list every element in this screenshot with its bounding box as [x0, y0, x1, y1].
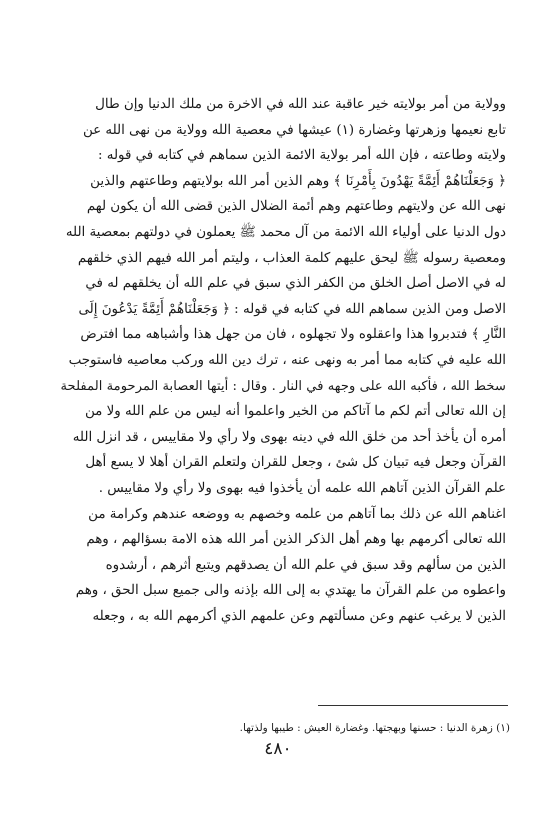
text-line: له في الاصل أصل الخلق من الكفر الذي سبق في علم الله أن يخلقهم له في: [85, 276, 506, 292]
text-line: الذين لا يرغب عنهم وعن مسألتهم وعن علمهم الذي أكرمهم الله به ، وجعله: [92, 608, 506, 624]
text-line: الله تعالى أكرمهم بها وهم أهل الذكر الذين أمر الله هذه الامة بسؤالهم ، وهم: [86, 532, 506, 548]
text-line: أمره أن يأخذ أحد من خلق الله في دينه بهوى ولا رأي ولا مقاييس ، قد انزل الله: [72, 429, 506, 445]
footnote: (١) زهرة الدنيا : حسنها وبهجتها. وغضارة العيش : طيبها ولذتها.: [239, 722, 510, 734]
main-text: [58, 92, 506, 629]
text-line: ولايته وطاعته ، فإن الله أمر بولاية الائمة الذين سماهم في كتابه في قوله :: [98, 148, 506, 164]
text-line: ﴿ وَجَعَلْنَاهُمْ أَئِمَّةً يَهْدُونَ بِأَمْرِنَا ﴾ وهم الذين أمر الله بولايتهم وطاعتهم والذين: [90, 173, 506, 189]
text-line: نهى الله عن ولايتهم وطاعتهم وهم أئمة الضلال الذين قضى الله أن يكون لهم: [86, 199, 506, 215]
text-line: النَّارِ ﴾ فتدبروا هذا واعقلوه ولا تجهلوه ، فان من جهل هذا وأشباهه مما افترض: [80, 327, 506, 343]
text-line: إن الله تعالى أتم لكم ما آتاكم من الخير واعلموا أنه ليس من علم الله ولا من: [84, 404, 506, 420]
text-line: الله عليه في كتابه مما أمر به ونهى عنه ، ترك دين الله وركب معاصيه فاستوجب: [68, 352, 506, 368]
text-line: سخط الله ، فأكبه الله على وجهه في النار . وقال : أيتها العصابة المرحومة المفلحة: [60, 378, 506, 394]
text-line: وولاية من أمر بولايته خير عاقبة عند الله في الاخرة من ملك الدنيا وإن طال: [95, 97, 506, 112]
page-number: ٤٨٠: [264, 739, 292, 759]
text-line: علم القرآن الذين آتاهم الله علمه أن يأخذوا فيه بهوى ولا رأي ولا مقاييس .: [98, 480, 506, 496]
text-line: القرآن وجعل فيه تبيان كل شئ ، وجعل للقران ولتعلم القران أهلا لا يسع أهل: [85, 455, 506, 471]
text-line: ومعصية رسوله ﷺ ليحق عليهم كلمة العذاب ، وليتم أمر الله فيهم الذي خلقهم: [77, 250, 506, 266]
text-line: واعطوه من علم القرآن ما يهتدي به إلى الله بإذنه والى جميع سبل الحق ، وهم: [75, 583, 506, 599]
text-line: الذين من سألهم وقد سبق في علم الله أن يصدقهم ويتبع أثرهم ، أرشدوه: [105, 557, 506, 573]
text-line: دول الدنيا على أولياء الله الائمة من آل محمد ﷺ يعملون في دولتهم بمعصية الله: [65, 224, 506, 240]
text-line: اغناهم الله عن ذلك بما آتاهم من علمه وخصهم به ووضعه عندهم وكرامة من: [88, 506, 506, 522]
footnote-divider: [318, 705, 508, 706]
text-line: تابع نعيمها وزهرتها وغضارة (١) عيشها في معصية الله وولاية من نهى الله عن: [82, 122, 506, 138]
text-line: الاصل ومن الذين سماهم الله في كتابه في قوله : ﴿ وَجَعَلْنَاهُمْ أَئِمَّةً يَدْعُونَ إِلَى: [78, 301, 506, 317]
